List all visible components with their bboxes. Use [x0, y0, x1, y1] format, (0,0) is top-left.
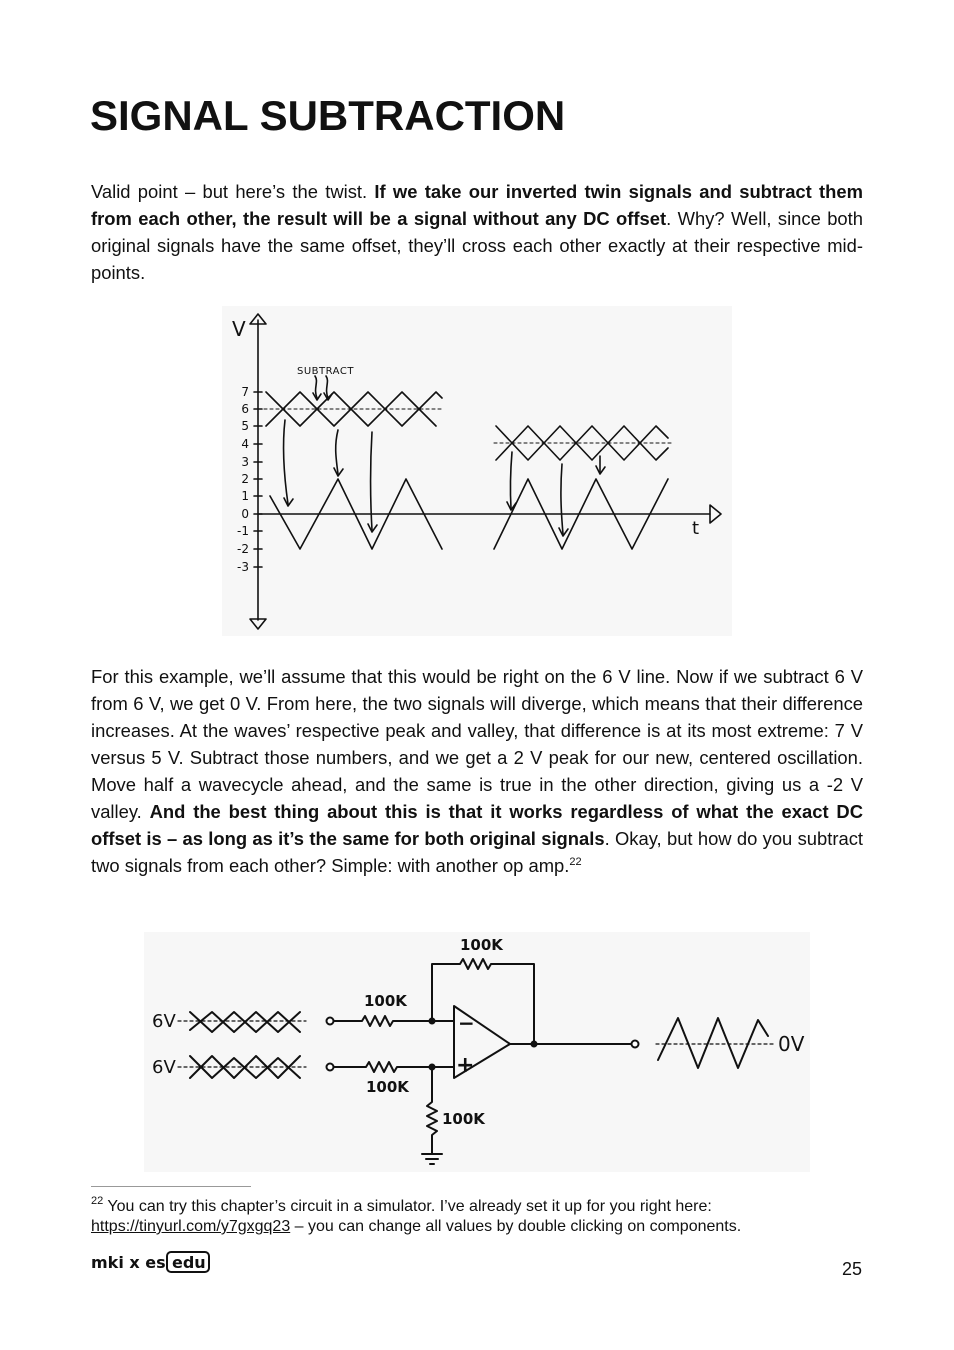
output-label: 0V	[778, 1032, 805, 1056]
input-terminal-bottom	[327, 1064, 334, 1071]
op-amp-plus: +	[456, 1053, 475, 1078]
explanation-bold: And the best thing about this is that it works regardless of what the exact DC offset is – as long as it’s the same for both original signals	[91, 801, 863, 849]
junction-top	[429, 1018, 436, 1025]
input-resistor-bottom-label: 100K	[366, 1078, 409, 1096]
junction-bottom	[429, 1064, 436, 1071]
intro-text-1: Valid point – but here’s the twist.	[91, 181, 375, 202]
svg-text:3: 3	[241, 455, 249, 469]
svg-text:4: 4	[241, 437, 249, 451]
feedback-resistor-label: 100K	[460, 936, 503, 954]
svg-text:-1: -1	[237, 524, 249, 538]
intro-bold: If we take our inverted twin signals and subtract them from each other, the result will be a signal without any DC offset	[91, 181, 863, 229]
t-axis-label: t	[692, 518, 700, 539]
logo-text: mki x es	[91, 1253, 166, 1272]
explanation-text-2: . Okay, but how do you subtract two signals from each other? Simple: with another op amp.	[91, 828, 863, 876]
output-terminal	[632, 1041, 639, 1048]
ground-resistor-label: 100K	[442, 1110, 485, 1128]
svg-text:7: 7	[241, 385, 249, 399]
footnote-number: 22	[91, 1195, 104, 1207]
svg-text:6: 6	[241, 402, 249, 416]
input-bottom-label: 6V	[152, 1057, 176, 1078]
footnote	[91, 1197, 863, 1237]
input-top-label: 6V	[152, 1011, 176, 1032]
explanation-paragraph	[91, 663, 863, 879]
svg-text:1: 1	[241, 489, 249, 503]
intro-text-2: . Why? Well, since both original signals have the same offset, they’ll cross each other exactly at their respective mid-points.	[91, 208, 863, 283]
footnote-ref[interactable]: 22	[569, 856, 582, 868]
input-terminal-top	[327, 1018, 334, 1025]
explanation-text-1: For this example, we’ll assume that this would be right on the 6 V line. Now if we subtract 6 V from 6 V, we get 0 V. From here, the two signals will diverge, which means that their difference increases. At the waves’ respective peak and valley, that difference is at its most extreme: 7 V versus 5 V. Subtract those numbers, and we get a 2 V peak for our new, centered oscillation. Move half a wavecycle ahead, and the same is true in the other direction, giving us a -2 V valley.	[91, 666, 863, 822]
svg-text:-3: -3	[237, 560, 249, 574]
footnote-text-1: You can try this chapter’s circuit in a simulator. I’ve already set it up for you right here:	[103, 1198, 712, 1215]
svg-text:2: 2	[241, 472, 249, 486]
publisher-logo	[91, 1250, 221, 1276]
svg-text:5: 5	[241, 419, 249, 433]
subtract-annotation: SUBTRACT	[297, 366, 354, 377]
circuit-figure	[144, 932, 810, 1172]
footnote-link[interactable]: https://tinyurl.com/y7gxgq23	[91, 1218, 291, 1235]
footnote-rule	[91, 1186, 251, 1187]
footnote-text-2: – you can change all values by double clicking on components.	[290, 1218, 742, 1235]
svg-text:-2: -2	[237, 542, 249, 556]
intro-paragraph	[91, 178, 863, 286]
junction-output	[531, 1041, 538, 1048]
page-number: 25	[841, 1259, 862, 1279]
input-resistor-top-label: 100K	[364, 992, 407, 1010]
svg-text:0: 0	[241, 507, 249, 521]
waveform-figure	[222, 306, 732, 636]
logo-box-text: edu	[172, 1253, 206, 1272]
op-amp-minus: −	[458, 1011, 475, 1035]
page-title: SIGNAL SUBTRACTION	[90, 92, 566, 139]
v-axis-label: V	[232, 317, 246, 341]
